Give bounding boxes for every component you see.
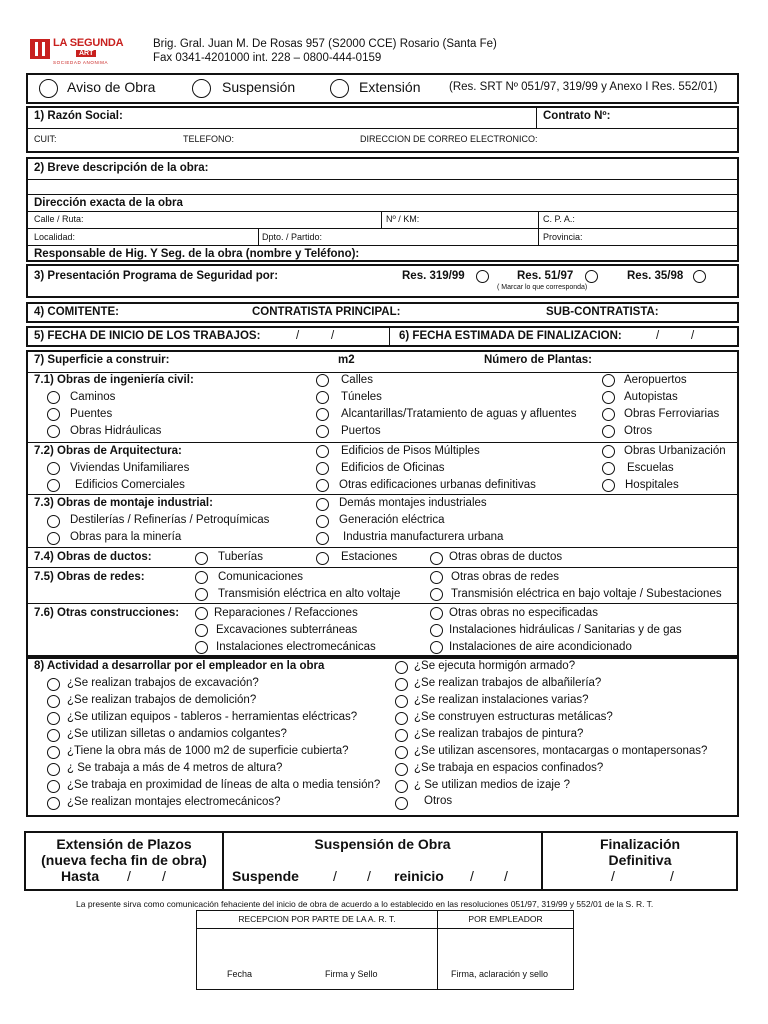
- res35-radio-icon[interactable]: [693, 270, 706, 283]
- comerciales-label: Edificios Comerciales: [75, 479, 185, 491]
- aeropuertos-radio-icon[interactable]: [602, 374, 615, 387]
- brand-name: LA SEGUNDA: [53, 37, 124, 49]
- pisos-multiples-label: Edificios de Pisos Múltiples: [341, 445, 480, 457]
- responsable-label: Responsable de Hig. Y Seg. de la obra (nombre y Teléfono):: [34, 248, 360, 260]
- resolution-note: (Res. SRT Nº 051/97, 319/99 y Anexo I Res. 552/01): [449, 81, 718, 93]
- aire-acondicionado-label: Instalaciones de aire acondicionado: [449, 641, 632, 653]
- manufacturera-label: Industria manufacturera urbana: [343, 531, 504, 543]
- divider: [27, 547, 738, 548]
- estaciones-radio-icon[interactable]: [316, 552, 329, 565]
- date-slash: /: [127, 868, 131, 884]
- s73-title: 7.3) Obras de montaje industrial:: [34, 497, 213, 509]
- divider: [27, 245, 738, 246]
- tuberias-radio-icon[interactable]: [195, 552, 208, 565]
- divider: [381, 211, 382, 228]
- extension-radio-icon[interactable]: [330, 79, 349, 98]
- superficie-1000-radio-icon[interactable]: [47, 746, 60, 759]
- calles-label: Calles: [341, 374, 373, 386]
- otros-actividad-label: Otros: [424, 795, 453, 807]
- partido-label: Dpto. / Partido:: [262, 232, 323, 242]
- brand-art: ART: [76, 50, 96, 57]
- viviendas-label: Viviendas Unifamiliares: [70, 462, 190, 474]
- montajes-industriales-label: Demás montajes industriales: [339, 497, 487, 509]
- cuit-label: CUIT:: [34, 134, 57, 144]
- logo-mark-icon: [30, 39, 50, 59]
- date-slash: /: [296, 330, 300, 342]
- otras-ductos-radio-icon[interactable]: [430, 552, 443, 565]
- izaje-radio-icon[interactable]: [395, 780, 408, 793]
- legal-notice: La presente sirva como comunicación fehaciente del inicio de obra de acuerdo a lo establecido en las resoluciones 051/97, 319/99 y 552/01 de la S. R. T.: [76, 899, 654, 909]
- pisos-multiples-radio-icon[interactable]: [316, 445, 329, 458]
- divider: [27, 372, 738, 373]
- divider: [27, 603, 738, 604]
- excavacion-radio-icon[interactable]: [47, 678, 60, 691]
- otros-civil-label: Otros: [624, 425, 653, 437]
- s72-title: 7.2) Obras de Arquitectura:: [34, 445, 182, 457]
- pintura-label: ¿Se realizan trabajos de pintura?: [414, 728, 584, 740]
- alto-voltaje-label: Transmisión eléctrica en alto voltaje: [218, 588, 401, 600]
- pintura-radio-icon[interactable]: [395, 729, 408, 742]
- divider: [258, 228, 259, 245]
- viviendas-radio-icon[interactable]: [47, 462, 60, 475]
- comunicaciones-radio-icon[interactable]: [195, 571, 208, 584]
- estructuras-label: ¿Se construyen estructuras metálicas?: [414, 711, 613, 723]
- res51-label: Res. 51/97: [517, 270, 574, 282]
- confinados-radio-icon[interactable]: [395, 763, 408, 776]
- extension-label: Extensión: [359, 79, 421, 95]
- reinicio-label: reinicio: [394, 868, 444, 884]
- otros-actividad-radio-icon[interactable]: [395, 797, 408, 810]
- divider: [27, 211, 738, 212]
- ferroviarias-label: Obras Ferroviarias: [624, 408, 720, 420]
- lineas-tension-radio-icon[interactable]: [47, 780, 60, 793]
- instalaciones-varias-radio-icon[interactable]: [395, 695, 408, 708]
- ferroviarias-radio-icon[interactable]: [602, 408, 615, 421]
- s75-title: 7.5) Obras de redes:: [34, 571, 145, 583]
- estructuras-radio-icon[interactable]: [395, 712, 408, 725]
- contratista-label: CONTRATISTA PRINCIPAL:: [252, 306, 401, 318]
- firma-sello-label: Firma y Sello: [325, 969, 378, 979]
- urbanizacion-label: Obras Urbanización: [624, 445, 726, 457]
- suspension-label: Suspensión: [222, 79, 296, 95]
- calles-radio-icon[interactable]: [316, 374, 329, 387]
- finalizacion-label: 6) FECHA ESTIMADA DE FINALIZACION:: [399, 330, 622, 342]
- generacion-radio-icon[interactable]: [316, 515, 329, 528]
- equipos-label: ¿Se utilizan equipos - tableros - herramientas eléctricas?: [67, 711, 358, 723]
- no-especificadas-radio-icon[interactable]: [430, 607, 443, 620]
- s74-title: 7.4) Obras de ductos:: [34, 551, 152, 563]
- date-slash: /: [504, 868, 508, 884]
- montajes-electro-label: ¿Se realizan montajes electromecánicos?: [67, 796, 281, 808]
- direccion-title: Dirección exacta de la obra: [34, 197, 183, 209]
- puertos-radio-icon[interactable]: [316, 425, 329, 438]
- comerciales-radio-icon[interactable]: [47, 479, 60, 492]
- lineas-tension-label: ¿Se trabaja en proximidad de líneas de alta o media tensión?: [67, 779, 381, 791]
- oficinas-radio-icon[interactable]: [316, 462, 329, 475]
- suspension-title: Suspensión de Obra: [314, 836, 451, 852]
- excavaciones-radio-icon[interactable]: [195, 624, 208, 637]
- otros-civil-radio-icon[interactable]: [602, 425, 615, 438]
- divider: [27, 228, 738, 229]
- aviso-label: Aviso de Obra: [67, 79, 156, 95]
- calle-label: Calle / Ruta:: [34, 214, 84, 224]
- izaje-label: ¿ Se utilizan medios de izaje ?: [414, 779, 570, 791]
- puentes-label: Puentes: [70, 408, 113, 420]
- reception-emp-header: POR EMPLEADOR: [468, 914, 543, 924]
- alcantarillas-radio-icon[interactable]: [316, 408, 329, 421]
- divider: [27, 194, 738, 195]
- hidraulicas-sanitarias-radio-icon[interactable]: [430, 624, 443, 637]
- fecha-label: Fecha: [227, 969, 253, 979]
- silletas-label: ¿Se utilizan silletas o andamios colgantes?: [67, 728, 287, 740]
- programa-label: 3) Presentación Programa de Seguridad por:: [34, 270, 279, 282]
- excavacion-label: ¿Se realizan trabajos de excavación?: [67, 677, 259, 689]
- date-slash: /: [470, 868, 474, 884]
- hidraulicas-radio-icon[interactable]: [47, 425, 60, 438]
- divider: [389, 327, 390, 346]
- s71-title: 7.1) Obras de ingeniería civil:: [34, 374, 194, 386]
- montajes-industriales-radio-icon[interactable]: [316, 498, 329, 511]
- hasta-label: Hasta: [61, 868, 100, 884]
- aviso-radio-icon[interactable]: [39, 79, 58, 98]
- finalizacion-subtitle: Definitiva: [608, 852, 672, 868]
- excavaciones-label: Excavaciones subterráneas: [216, 624, 358, 636]
- albanileria-radio-icon[interactable]: [395, 678, 408, 691]
- confinados-label: ¿Se trabaja en espacios confinados?: [414, 762, 604, 774]
- divider: [27, 128, 738, 129]
- extension-subtitle: (nueva fecha fin de obra): [41, 852, 207, 868]
- demolicion-radio-icon[interactable]: [47, 695, 60, 708]
- extension-title: Extensión de Plazos: [56, 836, 192, 852]
- res35-label: Res. 35/98: [627, 270, 684, 282]
- brand-sub: SOCIEDAD ANONIMA: [53, 60, 109, 65]
- otras-redes-radio-icon[interactable]: [430, 571, 443, 584]
- aire-acondicionado-radio-icon[interactable]: [430, 641, 443, 654]
- edificaciones-urbanas-label: Otras edificaciones urbanas definitivas: [339, 479, 536, 491]
- generacion-label: Generación eléctrica: [339, 514, 445, 526]
- firma-empleador-label: Firma, aclaración y sello: [451, 969, 549, 979]
- autopistas-label: Autopistas: [624, 391, 678, 403]
- hormigon-radio-icon[interactable]: [395, 661, 408, 674]
- destilerias-radio-icon[interactable]: [47, 515, 60, 528]
- suspension-radio-icon[interactable]: [192, 79, 211, 98]
- ascensores-radio-icon[interactable]: [395, 746, 408, 759]
- date-slash: /: [670, 868, 674, 884]
- no-especificadas-label: Otras obras no especificadas: [449, 607, 598, 619]
- divider: [536, 107, 537, 128]
- section1-box: [26, 106, 739, 153]
- edificaciones-urbanas-radio-icon[interactable]: [316, 479, 329, 492]
- plantas-label: Número de Plantas:: [484, 354, 592, 366]
- equipos-radio-icon[interactable]: [47, 712, 60, 725]
- reparaciones-label: Reparaciones / Refacciones: [214, 607, 358, 619]
- aeropuertos-label: Aeropuertos: [624, 374, 687, 386]
- escuelas-radio-icon[interactable]: [602, 462, 615, 475]
- demolicion-label: ¿Se realizan trabajos de demolición?: [67, 694, 257, 706]
- destilerias-label: Destilerías / Refinerías / Petroquímicas: [70, 514, 270, 526]
- date-slash: /: [331, 330, 335, 342]
- albanileria-label: ¿Se realizan trabajos de albañilería?: [414, 677, 602, 689]
- reception-art-header: RECEPCION POR PARTE DE LA A. R. T.: [238, 914, 396, 924]
- s8-title: 8) Actividad a desarrollar por el empleador en la obra: [34, 660, 325, 672]
- electromecanicas-label: Instalaciones electromecánicas: [216, 641, 376, 653]
- alto-voltaje-radio-icon[interactable]: [195, 588, 208, 601]
- caminos-label: Caminos: [70, 391, 116, 403]
- date-slash: /: [367, 868, 371, 884]
- superficie-1000-label: ¿Tiene la obra más de 1000 m2 de superficie cubierta?: [67, 745, 349, 757]
- numero-label: Nº / KM:: [386, 214, 420, 224]
- date-slash: /: [691, 330, 695, 342]
- contrato-label: Contrato Nº:: [543, 110, 611, 122]
- comitente-label: 4) COMITENTE:: [34, 306, 119, 318]
- puertos-label: Puertos: [341, 425, 381, 437]
- divider: [27, 442, 738, 443]
- bajo-voltaje-label: Transmisión eléctrica en bajo voltaje / Subestaciones: [451, 588, 722, 600]
- provincia-label: Provincia:: [543, 232, 583, 242]
- comunicaciones-label: Comunicaciones: [218, 571, 304, 583]
- hidraulicas-label: Obras Hidráulicas: [70, 425, 162, 437]
- telefono-label: TELEFONO:: [183, 134, 235, 144]
- divider: [27, 179, 738, 180]
- descripcion-label: 2) Breve descripción de la obra:: [34, 162, 209, 174]
- s76-title: 7.6) Otras construcciones:: [34, 607, 180, 619]
- superficie-label: 7) Superficie a construir:: [34, 354, 170, 366]
- divider: [27, 494, 738, 495]
- mineria-label: Obras para la minería: [70, 531, 182, 543]
- silletas-radio-icon[interactable]: [47, 729, 60, 742]
- hormigon-label: ¿Se ejecuta hormigón armado?: [414, 660, 576, 672]
- otras-ductos-label: Otras obras de ductos: [449, 551, 563, 563]
- otras-redes-label: Otras obras de redes: [451, 571, 560, 583]
- divider: [538, 211, 539, 245]
- puentes-radio-icon[interactable]: [47, 408, 60, 421]
- subcontratista-label: SUB-CONTRATISTA:: [546, 306, 659, 318]
- res51-radio-icon[interactable]: [585, 270, 598, 283]
- urbanizacion-radio-icon[interactable]: [602, 445, 615, 458]
- hospitales-radio-icon[interactable]: [602, 479, 615, 492]
- reparaciones-radio-icon[interactable]: [195, 607, 208, 620]
- estaciones-label: Estaciones: [341, 551, 398, 563]
- montajes-electro-radio-icon[interactable]: [47, 797, 60, 810]
- tuneles-label: Túneles: [341, 391, 382, 403]
- company-address: Brig. Gral. Juan M. De Rosas 957 (S2000 CCE) Rosario (Santa Fe): [153, 38, 497, 50]
- ascensores-label: ¿Se utilizan ascensores, montacargas o montapersonas?: [414, 745, 708, 757]
- email-label: DIRECCION DE CORREO ELECTRONICO:: [360, 134, 538, 144]
- res319-label: Res. 319/99: [402, 270, 465, 282]
- tuneles-radio-icon[interactable]: [316, 391, 329, 404]
- suspende-label: Suspende: [232, 868, 299, 884]
- bajo-voltaje-radio-icon[interactable]: [430, 588, 443, 601]
- mineria-radio-icon[interactable]: [47, 532, 60, 545]
- autopistas-radio-icon[interactable]: [602, 391, 615, 404]
- electromecanicas-radio-icon[interactable]: [195, 641, 208, 654]
- instalaciones-varias-label: ¿Se realizan instalaciones varias?: [414, 694, 589, 706]
- date-slash: /: [656, 330, 660, 342]
- marcar-hint: ( Marcar lo que corresponda): [497, 284, 588, 291]
- divider: [197, 928, 573, 929]
- company-contact: Fax 0341-4201000 int. 228 – 0800-444-0159: [153, 52, 382, 64]
- date-slash: /: [611, 868, 615, 884]
- res319-radio-icon[interactable]: [476, 270, 489, 283]
- finalizacion-title: Finalización: [599, 836, 681, 852]
- manufacturera-radio-icon[interactable]: [316, 532, 329, 545]
- razon-social-label: 1) Razón Social:: [34, 110, 123, 122]
- inicio-label: 5) FECHA DE INICIO DE LOS TRABAJOS:: [34, 330, 261, 342]
- localidad-label: Localidad:: [34, 232, 76, 242]
- cpa-label: C. P. A.:: [543, 214, 575, 224]
- date-slash: /: [333, 868, 337, 884]
- hidraulicas-sanitarias-label: Instalaciones hidráulicas / Sanitarias y de gas: [449, 624, 682, 636]
- m2-label: m2: [338, 354, 355, 366]
- caminos-radio-icon[interactable]: [47, 391, 60, 404]
- escuelas-label: Escuelas: [627, 462, 674, 474]
- hospitales-label: Hospitales: [625, 479, 679, 491]
- date-slash: /: [162, 868, 166, 884]
- oficinas-label: Edificios de Oficinas: [341, 462, 445, 474]
- altura-label: ¿ Se trabaja a más de 4 metros de altura?: [67, 762, 283, 774]
- alcantarillas-label: Alcantarillas/Tratamiento de aguas y afluentes: [341, 408, 577, 420]
- altura-radio-icon[interactable]: [47, 763, 60, 776]
- divider: [27, 567, 738, 568]
- tuberias-label: Tuberías: [218, 551, 263, 563]
